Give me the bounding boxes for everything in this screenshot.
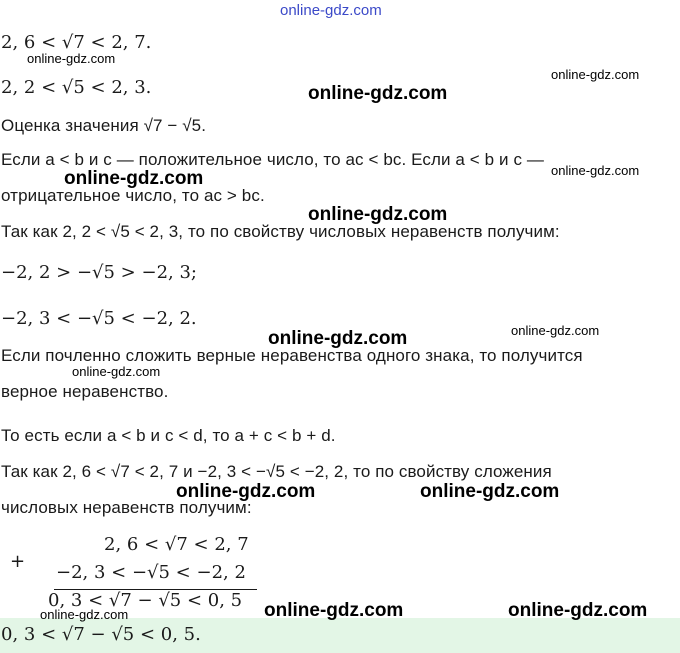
sum-row: 0, 3 < √7 − √5 < 0, 5 (48, 590, 243, 611)
addition-rule-text-2: верное неравенство. (1, 382, 169, 401)
watermark: online-gdz.com (420, 481, 560, 502)
since-statement-2: Так как 2, 6 < √7 < 2, 7 и −2, 3 < −√5 < −2, 2, то по свойству сложения (1, 462, 552, 481)
watermark: online-gdz.com (27, 51, 116, 66)
watermark: online-gdz.com (72, 364, 161, 379)
since-statement-2-cont: числовых неравенств получим: (1, 498, 252, 517)
plus-sign: + (10, 551, 26, 572)
inequality-sqrt7: 2, 6 < √7 < 2, 7. (1, 32, 152, 53)
addend-row-2: −2, 3 < −√5 < −2, 2 (56, 562, 246, 583)
watermark: online-gdz.com (268, 328, 408, 349)
rule-text-2: отрицательное число, то ac > bc. (1, 186, 265, 205)
watermark: online-gdz.com (264, 600, 404, 621)
addition-rule-text-1: Если почленно сложить верные неравенства одного знака, то получится (1, 346, 583, 365)
watermark: online-gdz.com (308, 204, 448, 225)
negated-inequality-1: −2, 2 > −√5 > −2, 3; (1, 262, 197, 283)
negated-inequality-2: −2, 3 < −√5 < −2, 2. (1, 308, 197, 329)
since-statement-1: Так как 2, 2 < √5 < 2, 3, то по свойству числовых неравенств получим: (1, 222, 560, 241)
watermark-top: online-gdz.com (280, 2, 382, 19)
estimate-heading: Оценка значения √7 − √5. (1, 116, 207, 135)
rule-text-1: Если a < b и c — положительное число, то ac < bc. Если a < b и c — (1, 150, 544, 169)
addition-rule-formula: То есть если a < b и c < d, то a + c < b + d. (1, 426, 336, 445)
watermark: online-gdz.com (551, 67, 640, 82)
watermark: online-gdz.com (308, 83, 448, 104)
watermark: online-gdz.com (508, 600, 648, 621)
final-answer: 0, 3 < √7 − √5 < 0, 5. (1, 624, 201, 645)
watermark: online-gdz.com (64, 168, 204, 189)
addend-row-1: 2, 6 < √7 < 2, 7 (104, 534, 249, 555)
watermark: online-gdz.com (551, 163, 640, 178)
watermark: online-gdz.com (40, 607, 129, 622)
inequality-sqrt5: 2, 2 < √5 < 2, 3. (1, 77, 152, 98)
watermark: online-gdz.com (176, 481, 316, 502)
watermark: online-gdz.com (511, 323, 600, 338)
